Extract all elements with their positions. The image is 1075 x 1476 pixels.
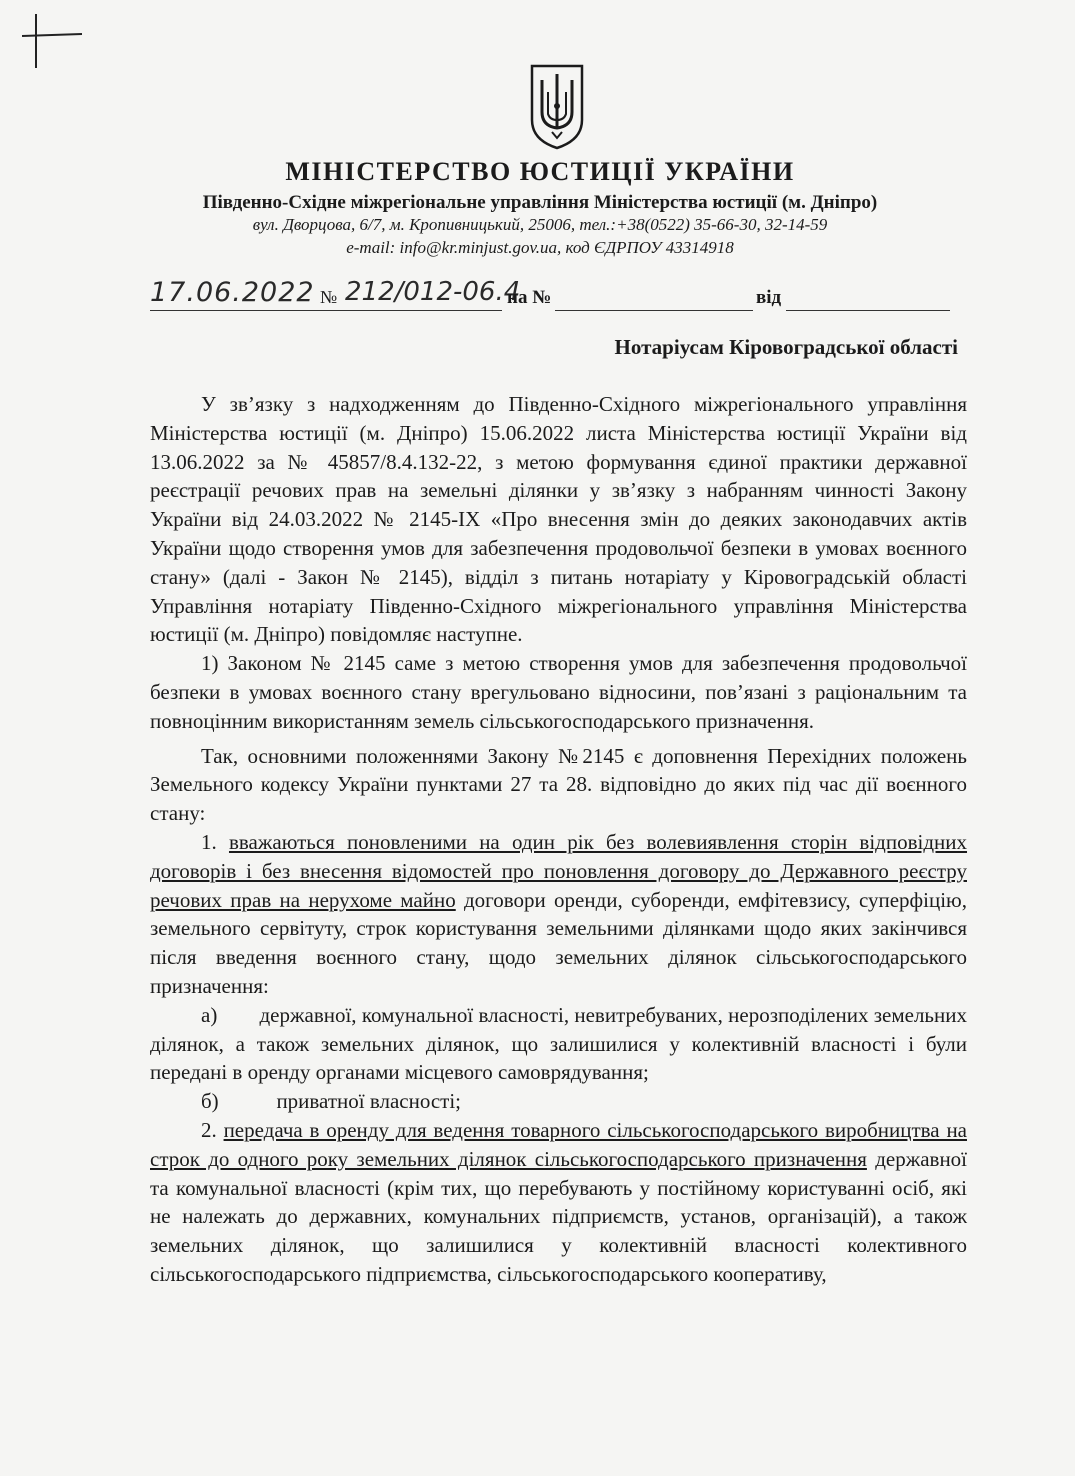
- in-reply-label: на №: [507, 287, 552, 308]
- subitem-b-label: б): [201, 1089, 219, 1114]
- address-line: вул. Дворцова, 6/7, м. Кропивницький, 25006, тел.:+38(0522) 35-66-30, 32-14-59: [252, 215, 828, 234]
- item-2-number: 2.: [201, 1117, 217, 1142]
- coat-of-arms-icon: [528, 62, 586, 150]
- subitem-a-text: державної, комунальної власності, невитребуваних, нерозподілених земельних ділянок, а також земельних ділянок, що залишилися у колективній власності і були передані в оренду органами місцевого самоврядування;: [150, 1002, 967, 1085]
- item-1-rest: договори оренди, суборенди, емфітевзису, суперфіцію, земельного сервітуту, строк користування земельними ділянками щодо яких закінчився після введення воєнного стану, щодо земельних ділянок сільськогосподарського призначення:: [150, 887, 967, 998]
- addressee: Нотаріусам Кіровоградської області: [614, 335, 958, 359]
- provisions-paragraph: Так, основними положеннями Закону №2145 є доповнення Перехідних положень Земельного кодексу України пунктами 27 та 28. відповідно до яких під час дії воєнного стану:: [150, 743, 967, 826]
- from-label: від: [756, 287, 782, 308]
- item-2: [150, 1116, 967, 1289]
- item-2-rest: державної та комунальної власності (крім тих, що перебувають у постійному користуванні осіб, які не належать до державних, комунальних підприємств, установ, організацій), а також земельних ділянок, що залишилися у колективній власності колективного сільськогосподарського підприємства, сільськогосподарського кооперативу,: [150, 1146, 968, 1286]
- intro-paragraph: У зв’язку з надходженням до Південно-Східного міжрегіонального управління Міністерства юстиції (м. Дніпро) 15.06.2022 листа Міністерства юстиції України від 13.06.2022 за № 45857/8.4.132-22, з метою формування єдиної практики державної реєстрації речових прав на земельні ділянки у зв’язку з набранням чинності Закону України від 24.03.2022 № 2145-IX «Про внесення змін до деяких законодавчих актів України щодо створення умов для забезпечення продовольчої безпеки в умовах воєнного стану» (далі - Закон № 2145), відділ з питань нотаріату у Кіровоградській області Управління нотаріату Південно-Східного міжрегіонального управління Міністерства юстиції (м. Дніпро) повідомляє наступне.: [150, 392, 967, 647]
- point-1-paragraph: 1) Законом № 2145 саме з метою створення умов для забезпечення продовольчої безпеки в умовах воєнного стану врегульовано відносини, пов’язані з раціональним та повноцінним використанням земель сільськогосподарського призначення.: [150, 651, 967, 733]
- ministry-title: МІНІСТЕРСТВО ЮСТИЦІЇ УКРАЇНИ: [285, 157, 795, 186]
- staple-mark-icon: [22, 10, 82, 70]
- item-1-number: 1.: [201, 829, 217, 854]
- letter-body: [150, 390, 967, 1289]
- outgoing-date: 17.06.2022: [150, 277, 315, 308]
- outgoing-number: 212/012-06.4: [345, 277, 521, 307]
- reference-underline: [150, 310, 502, 311]
- email-line: e-mail: info@kr.minjust.gov.ua, код ЄДРПОУ 43314918: [346, 238, 734, 257]
- from-blank: [786, 310, 950, 311]
- subitem-a-label: а): [201, 1002, 218, 1027]
- item-1-underlined: вважаються поновленими на один рік без волевиявлення сторін відповідних договорів і без внесення відомостей про поновлення договору до Державного реєстру речових прав на нерухоме майно: [150, 829, 968, 912]
- department-name: Південно-Східне міжрегіональне управління Міністерства юстиції (м. Дніпро): [202, 192, 878, 213]
- subitem-b: [150, 1087, 967, 1116]
- in-reply-blank: [555, 310, 753, 311]
- subitem-a: [150, 1001, 967, 1087]
- item-2-underlined: передача в оренду для ведення товарного сільськогосподарського виробництва на строк до одного року земельних ділянок сільськогосподарського призначення: [150, 1117, 967, 1171]
- number-label: №: [320, 287, 338, 307]
- item-1: [150, 828, 967, 1001]
- subitem-b-text: приватної власності;: [276, 1089, 462, 1114]
- reference-line: [150, 277, 950, 313]
